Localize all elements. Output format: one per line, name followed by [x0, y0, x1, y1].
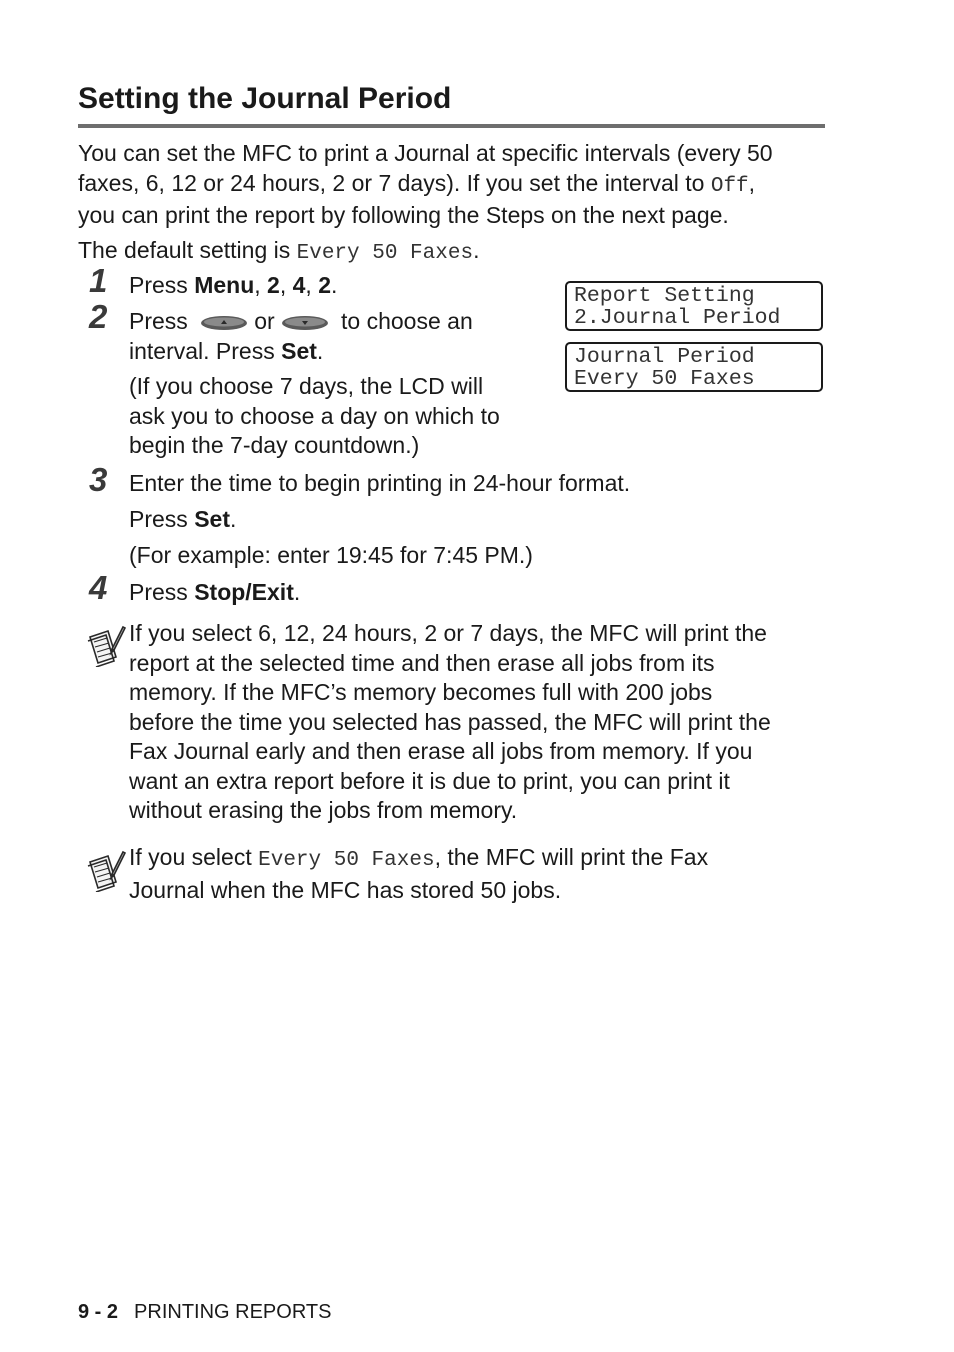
step-2-or: or: [254, 308, 275, 334]
step-number-4: 4: [89, 569, 108, 606]
step-2-text: [129, 307, 549, 461]
intro-paragraph: [78, 139, 828, 231]
step-1-text: [129, 271, 337, 301]
lcd-screen-2: [565, 342, 823, 392]
step-2-line-1: [129, 307, 549, 337]
note-2-line-2: Journal when the MFC has stored 50 jobs.: [129, 876, 562, 903]
step-1-press: Press: [129, 272, 195, 298]
sep: ,: [254, 272, 268, 298]
sep: ,: [279, 272, 293, 298]
key-4: 4: [292, 272, 306, 298]
note-1-line: without erasing the jobs from memory.: [129, 797, 518, 823]
page-number: 9 - 2: [78, 1301, 119, 1323]
default-setting-label: The default setting is: [78, 237, 297, 263]
set-key: Set: [281, 337, 317, 364]
step-2-press: Press: [129, 308, 188, 334]
step-2-line-2: [129, 337, 549, 367]
stop-exit-key: Stop/Exit: [194, 579, 294, 605]
lcd-screen-1: [565, 281, 823, 331]
lcd-1-line-2: 2.Journal Period: [574, 306, 781, 330]
menu-key: Menu: [194, 272, 255, 298]
lcd-2-line-2: Every 50 Faxes: [574, 367, 755, 391]
step-2-choose: to choose an: [341, 308, 473, 334]
sep: ,: [305, 272, 319, 298]
default-setting-code: Every 50 Faxes: [296, 242, 474, 265]
note-pad-icon: [86, 848, 126, 892]
step-2-note: [129, 372, 549, 461]
off-code: Off: [710, 174, 749, 198]
note-2-line-1: [129, 843, 829, 876]
note-1-line: report at the selected time and then erase all jobs from its: [129, 649, 715, 676]
step-2-note-line: (If you choose 7 days, the LCD will: [129, 373, 484, 399]
section-name: PRINTING REPORTS: [134, 1301, 332, 1323]
key-2b: 2: [318, 272, 331, 298]
step-2-note-line: ask you to choose a day on which to: [129, 402, 500, 429]
up-arrow-key-icon: [200, 315, 248, 331]
step-4-text: [129, 578, 300, 608]
intro-line-3: you can print the report by following the Steps on the next page.: [78, 202, 729, 228]
intro-line-2: [78, 169, 828, 202]
step-2-interval: interval. Press: [129, 337, 282, 364]
note-1-line: If you select 6, 12, 24 hours, 2 or 7 days, the MFC will print the: [129, 620, 767, 646]
page-footer: [78, 1301, 331, 1324]
note-1-text: [129, 619, 829, 826]
note-2-code: Every 50 Faxes: [258, 849, 435, 872]
note-1-line: memory. If the MFC’s memory becomes full with 200 jobs: [129, 679, 713, 705]
step-4-end: .: [293, 579, 301, 605]
down-arrow-key-icon: [281, 315, 329, 331]
note-1-line: want an extra report before it is due to print, you can print it: [129, 767, 730, 794]
default-setting: [78, 236, 828, 269]
intro-line-1: You can set the MFC to print a Journal at specific intervals (every 50: [78, 140, 773, 166]
step-2-end: .: [316, 337, 324, 364]
page-title: Setting the Journal Period: [78, 82, 452, 115]
note-1-line: Fax Journal early and then erase all jobs from memory. If you: [129, 738, 753, 764]
note-1-line: before the time you selected has passed, the MFC will print the: [129, 708, 771, 735]
step-2-note-line: begin the 7-day countdown.): [129, 432, 420, 458]
key-2: 2: [267, 272, 280, 298]
step-number-2: 2: [89, 298, 108, 335]
note-2-pre: If you select: [129, 844, 259, 870]
step-3-press: Press: [129, 505, 195, 532]
step-number-3: 3: [89, 461, 108, 498]
intro-line-2-comma: ,: [748, 169, 756, 196]
lcd-2-line-1: Journal Period: [574, 345, 755, 369]
step-3-line-2: [129, 505, 829, 535]
note-pad-icon: [86, 623, 126, 667]
step-3-end: .: [229, 505, 237, 532]
title-rule: [78, 124, 825, 128]
step-4-press: Press: [129, 579, 195, 605]
step-3-example: (For example: enter 19:45 for 7:45 PM.): [129, 542, 533, 568]
step-3-text: [129, 469, 829, 571]
intro-line-2-text: faxes, 6, 12 or 24 hours, 2 or 7 days). If you set the interval to: [78, 169, 711, 196]
lcd-1-line-1: Report Setting: [574, 284, 755, 308]
default-setting-period: .: [473, 237, 480, 263]
note-2-post: , the MFC will print the Fax: [434, 844, 709, 870]
step-number-1: 1: [89, 262, 108, 299]
set-key: Set: [194, 505, 230, 532]
step-1-end: .: [330, 272, 338, 298]
step-3-line-1: Enter the time to begin printing in 24-hour format.: [129, 470, 631, 496]
note-2-text: [129, 843, 829, 905]
